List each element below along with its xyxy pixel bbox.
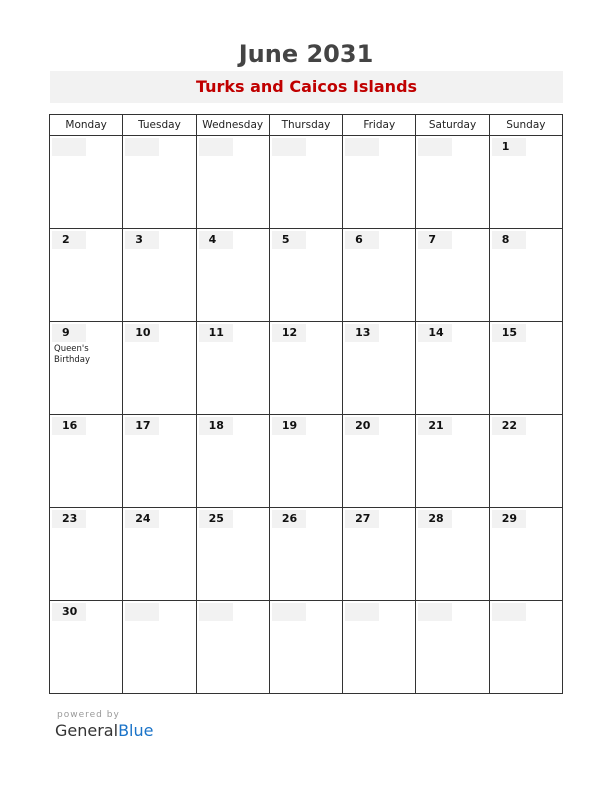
day-number	[345, 138, 379, 156]
day-number: 29	[492, 510, 526, 528]
day-cell	[416, 322, 489, 415]
day-number: 30	[52, 603, 86, 621]
day-number: 8	[492, 231, 526, 249]
day-number	[199, 603, 233, 621]
day-cell	[489, 415, 562, 508]
day-number: 4	[199, 231, 233, 249]
country-name: Turks and Caicos Islands	[195, 77, 418, 96]
day-number: 13	[345, 324, 379, 342]
day-number: 11	[199, 324, 233, 342]
empty-day-cell	[50, 136, 123, 229]
day-cell	[123, 229, 196, 322]
day-number: 15	[492, 324, 526, 342]
day-number: 5	[272, 231, 306, 249]
week-row	[50, 601, 563, 694]
day-number: 19	[272, 417, 306, 435]
day-cell	[489, 229, 562, 322]
day-number	[272, 138, 306, 156]
day-number: 2	[52, 231, 86, 249]
weekday-header-row	[50, 115, 563, 136]
day-cell	[196, 508, 269, 601]
day-cell	[489, 322, 562, 415]
empty-day-cell	[196, 601, 269, 694]
day-number: 7	[418, 231, 452, 249]
day-number: 21	[418, 417, 452, 435]
day-cell	[269, 322, 342, 415]
calendar-title: June 2031	[238, 40, 374, 68]
day-cell	[489, 508, 562, 601]
day-number	[52, 138, 86, 156]
day-number: 14	[418, 324, 452, 342]
day-cell	[50, 601, 123, 694]
week-row	[50, 322, 563, 415]
country-banner	[50, 71, 563, 103]
day-cell	[50, 229, 123, 322]
day-number: 26	[272, 510, 306, 528]
brand-logo[interactable]	[55, 721, 153, 741]
day-number	[125, 603, 159, 621]
powered-by-label: powered by	[57, 710, 120, 720]
empty-day-cell	[196, 136, 269, 229]
empty-day-cell	[489, 601, 562, 694]
day-cell	[269, 508, 342, 601]
day-cell	[196, 415, 269, 508]
day-number: 9	[52, 324, 86, 342]
day-cell	[123, 415, 196, 508]
empty-day-cell	[123, 136, 196, 229]
day-number	[199, 138, 233, 156]
day-number: 1	[492, 138, 526, 156]
day-number	[272, 603, 306, 621]
day-cell	[50, 415, 123, 508]
weekday-tuesday: Tuesday	[123, 115, 196, 136]
day-cell	[50, 322, 123, 415]
empty-day-cell	[343, 601, 416, 694]
day-number: 16	[52, 417, 86, 435]
day-number: 6	[345, 231, 379, 249]
day-cell	[196, 229, 269, 322]
weekday-monday: Monday	[50, 115, 123, 136]
holiday-label: Queen's Birthday	[54, 344, 91, 365]
day-number: 23	[52, 510, 86, 528]
day-number: 3	[125, 231, 159, 249]
week-row	[50, 229, 563, 322]
day-number: 17	[125, 417, 159, 435]
day-cell	[489, 136, 562, 229]
day-number: 24	[125, 510, 159, 528]
empty-day-cell	[343, 136, 416, 229]
day-number	[418, 603, 452, 621]
day-cell	[269, 415, 342, 508]
day-cell	[416, 508, 489, 601]
empty-day-cell	[123, 601, 196, 694]
day-number: 20	[345, 417, 379, 435]
weekday-wednesday: Wednesday	[196, 115, 269, 136]
day-number	[345, 603, 379, 621]
day-cell	[50, 508, 123, 601]
day-cell	[123, 322, 196, 415]
day-cell	[343, 322, 416, 415]
day-cell	[343, 229, 416, 322]
weekday-sunday: Sunday	[489, 115, 562, 136]
day-cell	[416, 415, 489, 508]
day-number	[492, 603, 526, 621]
day-number: 22	[492, 417, 526, 435]
day-number	[418, 138, 452, 156]
day-cell	[416, 229, 489, 322]
weekday-friday: Friday	[343, 115, 416, 136]
week-row	[50, 415, 563, 508]
week-row	[50, 136, 563, 229]
day-cell	[196, 322, 269, 415]
day-number: 18	[199, 417, 233, 435]
day-number	[125, 138, 159, 156]
day-cell	[269, 229, 342, 322]
empty-day-cell	[416, 601, 489, 694]
empty-day-cell	[416, 136, 489, 229]
weekday-saturday: Saturday	[416, 115, 489, 136]
day-cell	[343, 415, 416, 508]
day-cell	[123, 508, 196, 601]
day-number: 25	[199, 510, 233, 528]
week-row	[50, 508, 563, 601]
brand-logo-general: General	[55, 721, 119, 740]
day-cell	[343, 508, 416, 601]
empty-day-cell	[269, 136, 342, 229]
day-number: 12	[272, 324, 306, 342]
calendar-grid	[49, 114, 563, 694]
day-number: 27	[345, 510, 379, 528]
empty-day-cell	[269, 601, 342, 694]
weekday-thursday: Thursday	[269, 115, 342, 136]
day-number: 28	[418, 510, 452, 528]
day-number: 10	[125, 324, 159, 342]
brand-logo-blue: Blue	[118, 721, 154, 740]
